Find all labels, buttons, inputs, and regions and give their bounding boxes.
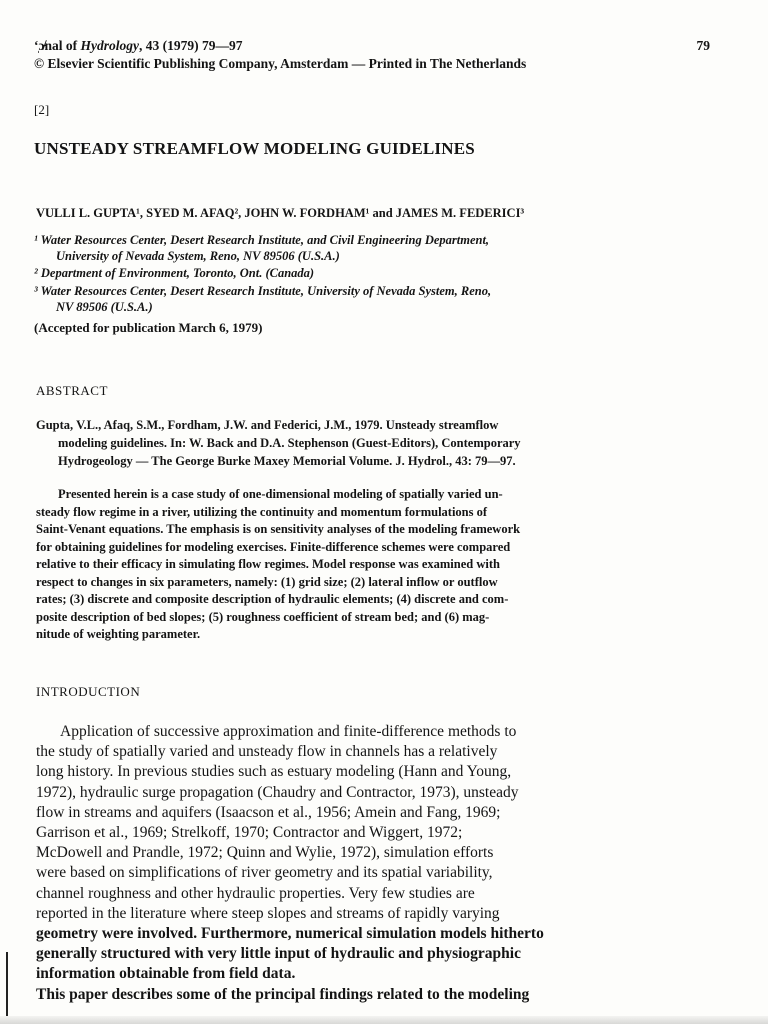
abstract-line: steady flow regime in a river, utilizing the continuity and momentum formulations of <box>36 504 488 519</box>
scan-margin-mark <box>6 952 8 1018</box>
affiliation-line: University of Nevada System, Reno, NV 89506 (U.S.A.) <box>56 249 340 263</box>
journal-prefix: ‘̩ɔ̸̵nal of <box>34 38 81 53</box>
scan-bottom-edge <box>0 1016 768 1024</box>
journal-volume: , 43 (1979) 79—97 <box>139 38 243 53</box>
intro-line: This paper describes some of the principal findings related to the modeling <box>36 985 530 1003</box>
article-title: UNSTEADY STREAMFLOW MODELING GUIDELINES <box>34 139 475 158</box>
abstract-line: relative to their efficacy in simulating flow regimes. Model response was examined with <box>36 557 500 571</box>
intro-line: information obtainable from field data. <box>36 965 296 983</box>
abstract-line: nitude of weighting parameter. <box>36 627 201 641</box>
intro-line: channel roughness and other hydraulic properties. Very few studies are <box>36 884 475 902</box>
abstract-line: Presented herein is a case study of one-dimensional modeling of spatially varied un- <box>58 487 503 501</box>
citation-line: Hydrogeology — The George Burke Maxey Memorial Volume. J. Hydrol., 43: 79—97. <box>58 454 516 468</box>
intro-line: flow in streams and aquifers (Isaacson et al., 1956; Amein and Fang, 1969; <box>36 803 501 821</box>
citation-line: modeling guidelines. In: W. Back and D.A. Stephenson (Guest-Editors), Contemporary <box>58 436 521 450</box>
intro-line: long history. In previous studies such as estuary modeling (Hann and Young, <box>36 763 512 781</box>
intro-line: generally structured with very little input of hydraulic and physiographic <box>36 945 521 963</box>
abstract-line: for obtaining guidelines for modeling exercises. Finite-difference schemes were compared <box>36 539 511 554</box>
affiliation-line: NV 89506 (U.S.A.) <box>56 300 153 314</box>
affiliation-2 <box>34 265 674 281</box>
citation-line: Gupta, V.L., Afaq, S.M., Fordham, J.W. and Federici, J.M., 1979. Unsteady streamflow <box>36 418 499 432</box>
intro-line: reported in the literature where steep slopes and streams of rapidly varying <box>36 904 500 922</box>
abstract-text <box>36 486 650 644</box>
introduction-heading: INTRODUCTION <box>36 684 141 699</box>
page-number: 79 <box>696 38 710 53</box>
publisher-line: © Elsevier Scientific Publishing Company, Amsterdam — Printed in The Netherlands <box>34 56 527 71</box>
accepted-date: (Accepted for publication March 6, 1979) <box>34 320 263 335</box>
abstract-line: rates; (3) discrete and composite description of hydraulic elements; (4) discrete and com- <box>36 592 509 606</box>
journal-name: Hydrology <box>80 38 139 53</box>
abstract-heading: ABSTRACT <box>36 383 108 398</box>
journal-reference <box>34 38 243 54</box>
abstract-line: Saint-Venant equations. The emphasis is on sensitivity analyses of the modeling framework <box>36 522 521 536</box>
intro-line: McDowell and Prandle, 1972; Quinn and Wylie, 1972), simulation efforts <box>36 844 494 862</box>
abstract-line: posite description of bed slopes; (5) roughness coefficient of stream bed; and (6) mag- <box>36 609 490 624</box>
introduction-text <box>36 722 676 1005</box>
intro-line: 1972), hydraulic surge propagation (Chaudry and Contractor, 1973), unsteady <box>36 783 519 801</box>
affiliation-line: ³ Water Resources Center, Desert Research Institute, University of Nevada System, Reno, <box>34 284 492 298</box>
intro-line: geometry were involved. Furthermore, numerical simulation models hitherto <box>36 925 544 943</box>
article-number: [2] <box>34 102 50 117</box>
citation-block <box>36 416 656 470</box>
affiliation-line: ¹ Water Resources Center, Desert Research Institute, and Civil Engineering Department, <box>34 233 490 247</box>
affiliation-line: ² Department of Environment, Toronto, Ont. (Canada) <box>34 266 315 280</box>
affiliation-1 <box>34 232 674 264</box>
author-list: VULLI L. GUPTA¹, SYED M. AFAQ², JOHN W. FORDHAM¹ and JAMES M. FEDERICI³ <box>36 206 525 220</box>
abstract-line: respect to changes in six parameters, namely: (1) grid size; (2) lateral inflow or outflow <box>36 574 498 589</box>
intro-line: Garrison et al., 1969; Strelkoff, 1970; Contractor and Wiggert, 1972; <box>36 824 463 842</box>
intro-line: the study of spatially varied and unsteady flow in channels has a relatively <box>36 743 498 761</box>
affiliation-3 <box>34 283 674 315</box>
intro-line: Application of successive approximation and finite-difference methods to <box>60 723 517 740</box>
intro-line: were based on simplifications of river geometry and its spatial variability, <box>36 864 493 882</box>
